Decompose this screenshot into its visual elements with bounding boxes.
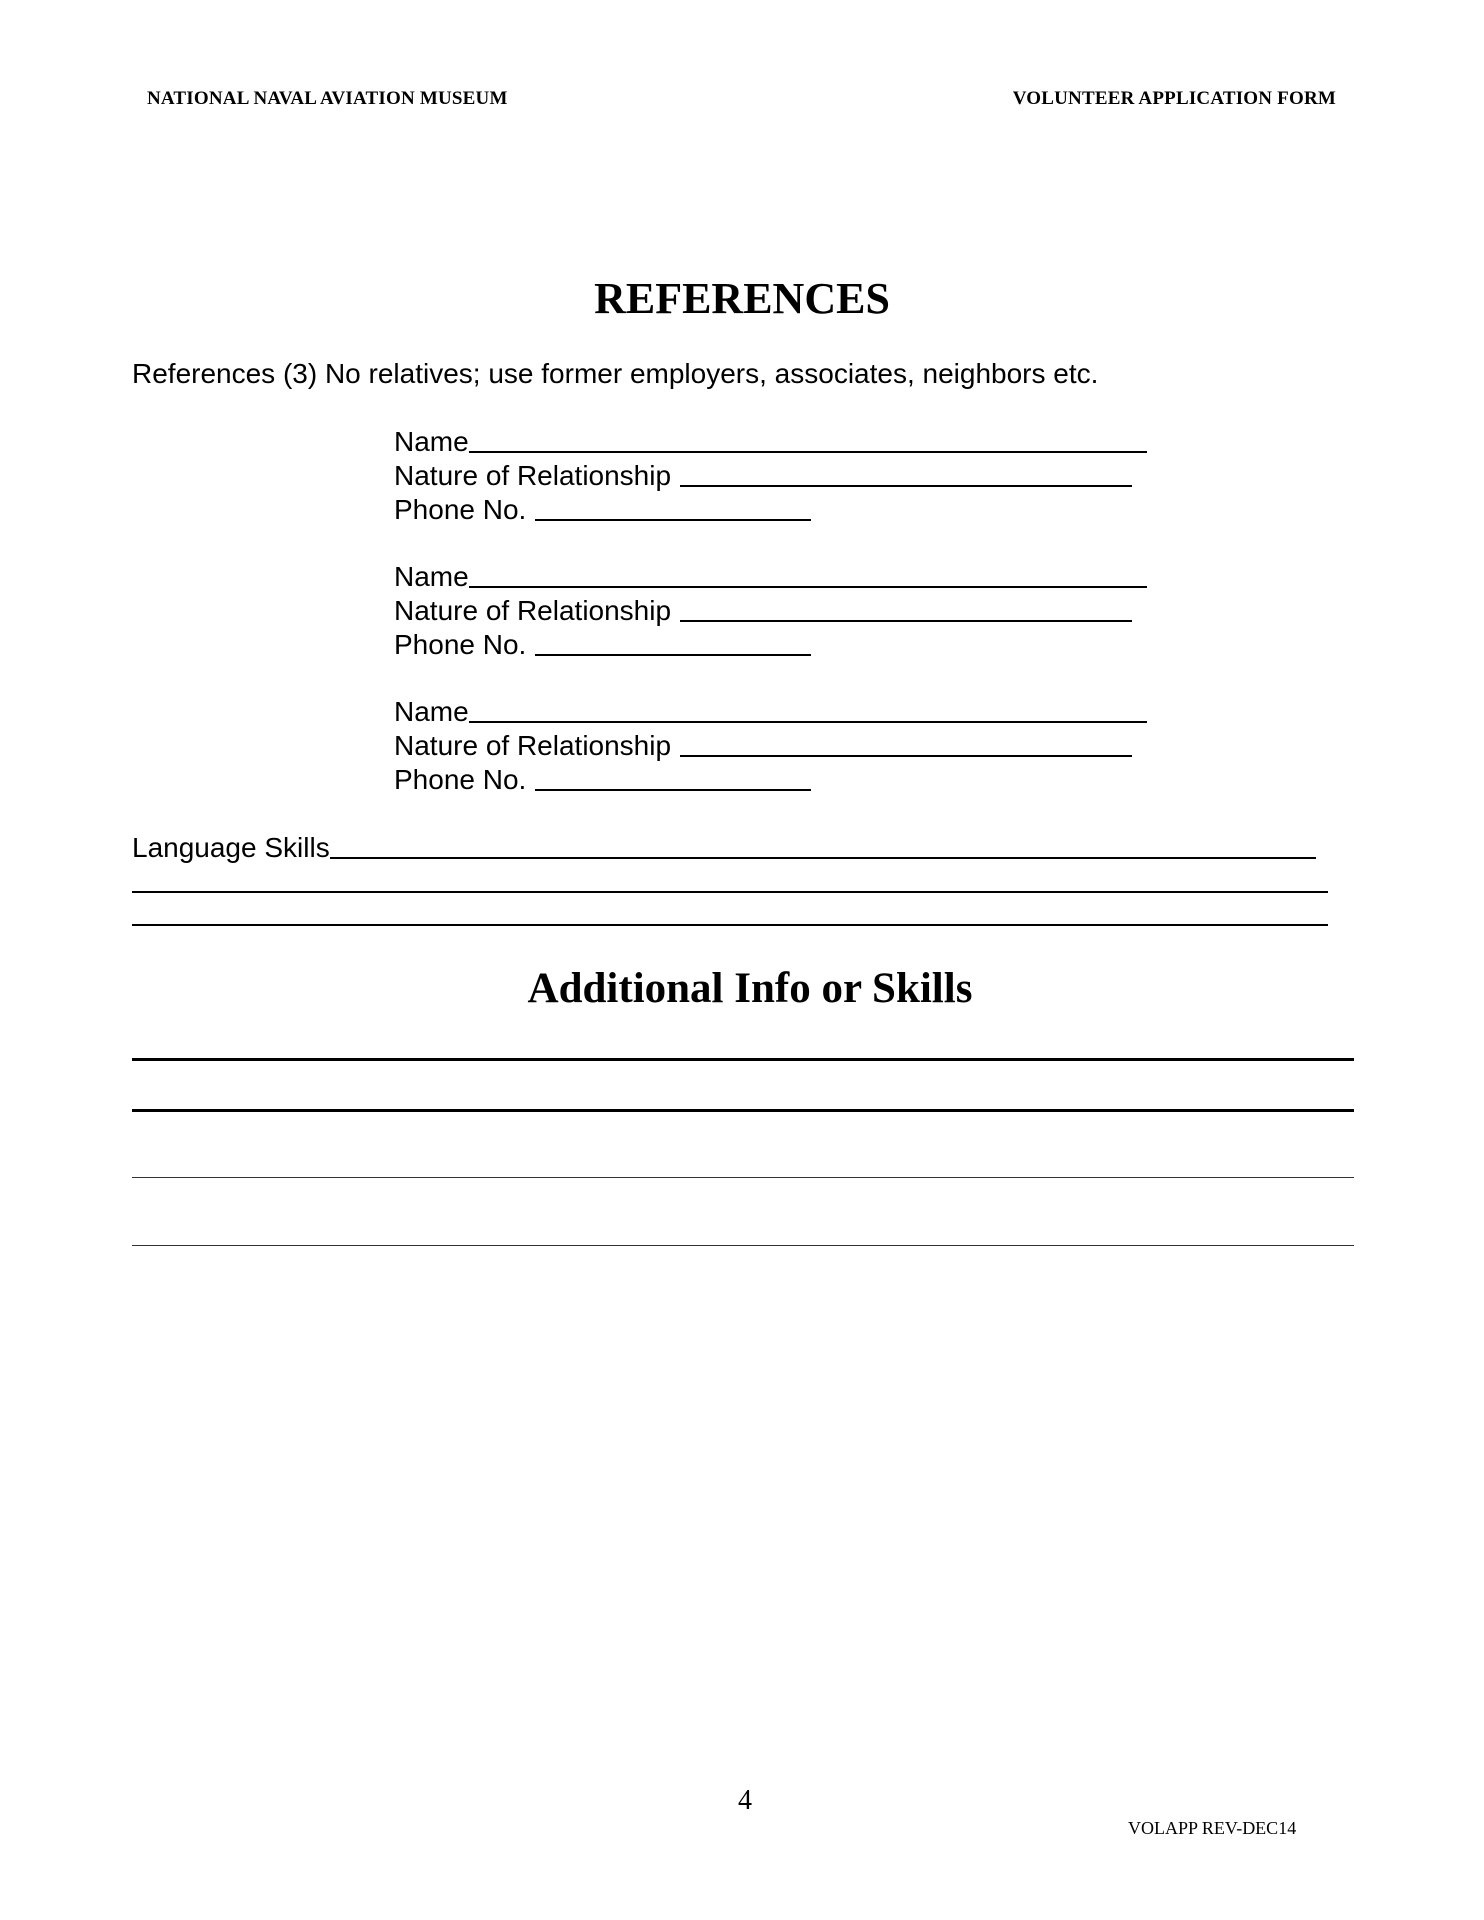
phone-field[interactable] [535, 654, 811, 656]
relationship-label: Nature of Relationship [394, 730, 672, 761]
name-label: Name [394, 426, 469, 457]
header-organization: NATIONAL NAVAL AVIATION MUSEUM [147, 88, 508, 109]
reference-entry-3 [394, 694, 1147, 796]
additional-info-title: Additional Info or Skills [527, 965, 973, 1012]
name-label: Name [394, 561, 469, 592]
language-skills-line-2[interactable] [132, 891, 1328, 893]
phone-field[interactable] [535, 789, 811, 791]
relationship-label: Nature of Relationship [394, 460, 672, 491]
additional-info-line-2[interactable] [132, 1109, 1354, 1112]
additional-info-line-4[interactable] [132, 1245, 1354, 1246]
phone-label: Phone No. [394, 629, 527, 660]
language-skills-line-3[interactable] [132, 924, 1328, 926]
additional-info-line-1[interactable] [132, 1058, 1354, 1061]
relationship-field[interactable] [680, 620, 1132, 622]
name-field[interactable] [469, 721, 1147, 723]
header-form-title: VOLUNTEER APPLICATION FORM [1012, 88, 1336, 109]
references-title: REFERENCES [594, 274, 890, 323]
revision-code: VOLAPP REV-DEC14 [1128, 1818, 1297, 1838]
language-skills-label: Language Skills [132, 832, 330, 863]
language-skills-field[interactable] [330, 857, 1316, 859]
name-label: Name [394, 696, 469, 727]
name-field[interactable] [469, 586, 1147, 588]
relationship-field[interactable] [680, 755, 1132, 757]
relationship-label: Nature of Relationship [394, 595, 672, 626]
reference-entry-2 [394, 559, 1147, 661]
phone-field[interactable] [535, 519, 811, 521]
name-field[interactable] [469, 451, 1147, 453]
reference-entry-1 [394, 424, 1147, 526]
page-number: 4 [738, 1785, 752, 1816]
language-skills-row [132, 826, 1316, 864]
phone-label: Phone No. [394, 764, 527, 795]
phone-label: Phone No. [394, 494, 527, 525]
relationship-field[interactable] [680, 485, 1132, 487]
additional-info-line-3[interactable] [132, 1177, 1354, 1178]
references-instructions: References (3) No relatives; use former employers, associates, neighbors etc. [132, 358, 1099, 389]
